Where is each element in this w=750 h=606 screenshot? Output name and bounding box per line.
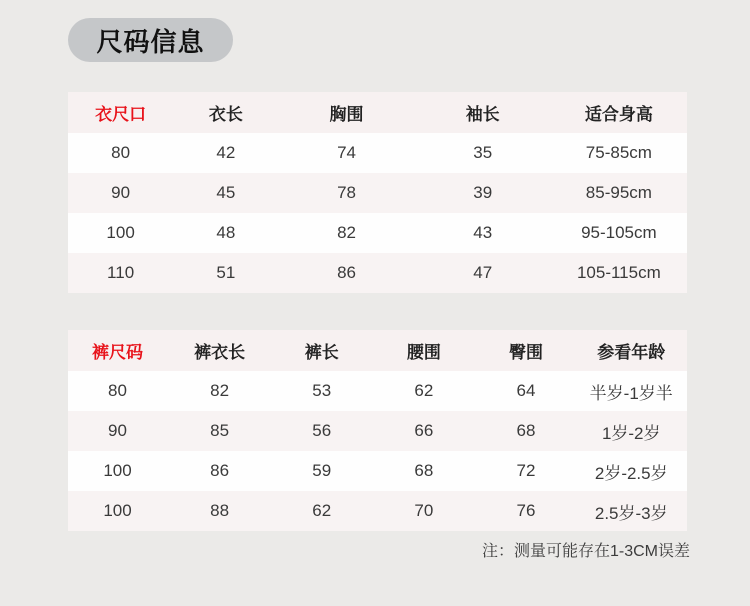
table-cell: 76 (516, 501, 536, 520)
table-row (68, 173, 687, 213)
table-row (68, 253, 687, 293)
table-cell: 110 (107, 263, 135, 282)
header-cell: 参看年龄 (597, 343, 666, 362)
header-cell: 裤衣长 (194, 343, 246, 362)
table-cell: 100 (103, 501, 132, 520)
header-cell: 适合身高 (584, 105, 653, 124)
table-cell: 59 (312, 461, 332, 480)
table-cell: 68 (516, 421, 536, 440)
header-cell: 胸围 (329, 105, 364, 124)
table-cell: 64 (516, 381, 536, 400)
table-cell: 82 (337, 223, 356, 242)
table-cell: 80 (108, 381, 127, 400)
table-row (68, 451, 687, 491)
table-cell: 47 (473, 263, 493, 282)
table-cell: 56 (312, 421, 332, 440)
table-row (68, 133, 687, 173)
table-cell: 72 (516, 461, 536, 480)
table-row (68, 371, 687, 411)
table-cell: 86 (337, 263, 356, 282)
header-cell: 腰围 (406, 343, 441, 362)
table-cell: 66 (414, 421, 434, 440)
table-cell: 2.5岁-3岁 (594, 503, 668, 523)
table-cell: 53 (312, 381, 332, 400)
measurement-tolerance-note: 注：测量可能存在1-3CM误差 (481, 543, 690, 560)
table-cell: 51 (216, 263, 236, 282)
table-cell: 90 (111, 183, 131, 202)
table-cell: 88 (210, 501, 230, 520)
table-cell: 48 (216, 223, 236, 242)
table-cell: 75-85cm (585, 143, 652, 162)
page-title: 尺码信息 (96, 26, 205, 57)
table-cell: 43 (473, 223, 493, 242)
table-cell: 70 (414, 501, 434, 520)
table-cell: 85 (210, 421, 230, 440)
header-cell: 袖长 (465, 105, 500, 124)
table-cell: 62 (312, 501, 332, 520)
table-cell: 86 (210, 461, 230, 480)
table-row (68, 411, 687, 451)
table-cell: 100 (103, 461, 132, 480)
table-cell: 2岁-2.5岁 (594, 463, 668, 483)
table-cell: 35 (473, 143, 493, 162)
pants-size-table (68, 330, 687, 531)
table-cell: 95-105cm (581, 223, 657, 242)
table-header-row (68, 92, 687, 133)
header-cell: 臀围 (509, 343, 544, 362)
table-cell: 74 (337, 143, 356, 162)
table-cell: 105-115cm (576, 263, 661, 282)
table-cell: 100 (106, 223, 135, 242)
table-cell: 45 (216, 183, 236, 202)
table-cell: 80 (111, 143, 131, 162)
table-cell: 68 (414, 461, 434, 480)
header-cell: 裤长 (304, 343, 339, 362)
table-header-row (68, 330, 687, 371)
header-cell: 裤尺码 (92, 343, 144, 362)
table-row (68, 213, 687, 253)
size-info-title-pill (68, 18, 233, 62)
table-cell: 62 (414, 381, 434, 400)
table-cell: 90 (108, 421, 127, 440)
table-cell: 半岁-1岁半 (589, 383, 673, 403)
table-cell: 39 (473, 183, 493, 202)
header-cell: 衣长 (208, 105, 243, 124)
table-cell: 85-95cm (585, 183, 652, 202)
table-cell: 1岁-2岁 (601, 423, 661, 443)
table-cell: 78 (337, 183, 356, 202)
table-cell: 82 (210, 381, 230, 400)
header-cell: 衣尺口 (95, 105, 147, 124)
table-row (68, 491, 687, 531)
table-cell: 42 (216, 143, 236, 162)
clothes-size-table (68, 92, 687, 293)
